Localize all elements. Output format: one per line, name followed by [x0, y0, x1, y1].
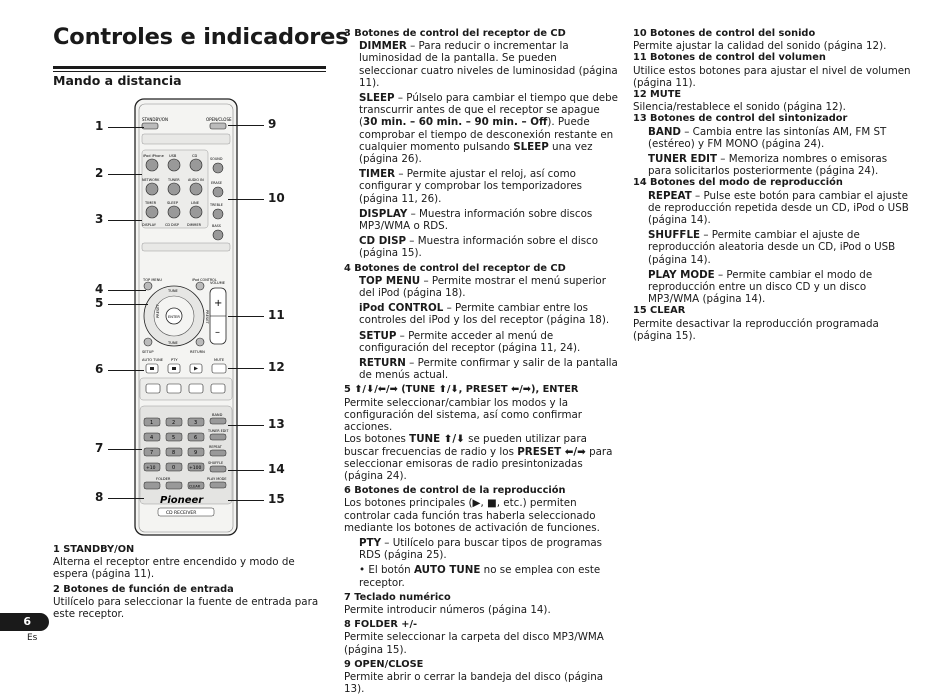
title-rule: [53, 66, 326, 69]
svg-text:BASS: BASS: [212, 224, 221, 228]
svg-text:6: 6: [194, 435, 198, 441]
svg-text:REPEAT: REPEAT: [209, 445, 222, 449]
svg-text:iPod iPhone: iPod iPhone: [143, 154, 164, 158]
section-6-text: Los botones principales (▶, ■, etc.) permiten controlar cada función tras haberla seleccionado mediante los botones de activación de funciones.: [344, 497, 600, 534]
ipodcontrol-description: iPod CONTROL – Permite cambiar entre los controles del iPod y los del receptor (página 18).: [359, 302, 610, 327]
svg-text:7: 7: [150, 450, 154, 456]
callout-15: 15: [268, 492, 285, 506]
svg-text:DISPLAY: DISPLAY: [142, 223, 156, 227]
section-14-heading: 14 Botones del modo de reproducción: [633, 177, 843, 189]
svg-text:NETWORK: NETWORK: [142, 178, 160, 182]
right-column: [633, 28, 913, 342]
svg-text:AUTO TUNE: AUTO TUNE: [142, 358, 164, 362]
openclose-button: [210, 123, 226, 129]
section-1-heading: 1 STANDBY/ON: [53, 544, 135, 555]
section-3-heading: 3 Botones de control del receptor de CD: [344, 28, 566, 39]
return-description: RETURN – Permite confirmar y salir de la pantalla de menús actual.: [359, 357, 618, 382]
section-13-heading: 13 Botones de control del sintonizador: [633, 113, 848, 125]
leader-line: [108, 174, 142, 175]
callout-10: 10: [268, 191, 285, 205]
section-8-text: Permite seleccionar la carpeta del disco MP3/WMA (página 15).: [344, 631, 604, 656]
section-12-heading: 12 MUTE: [633, 89, 682, 101]
language-code: Es: [27, 633, 38, 643]
svg-text:TUNER: TUNER: [168, 178, 180, 182]
section-9-text: Permite abrir o cerrar la bandeja del disco (página 13).: [344, 670, 604, 695]
callout-5: 5: [95, 296, 104, 310]
leader-line: [108, 498, 144, 499]
section-5-text: Permite seleccionar/cambiar los modos y la configuración del sistema, así como confirmar acciones.: [344, 396, 583, 434]
shuffle-description: SHUFFLE – Permite cambiar el ajuste de reproducción aleatoria desde un CD, iPod o USB (página 14).: [648, 229, 896, 266]
callout-12: 12: [268, 360, 285, 374]
section-1-text: Alterna el receptor entre encendido y modo de espera (página 11).: [53, 556, 295, 581]
svg-text:PTY: PTY: [171, 358, 178, 362]
repeat-description: REPEAT – Pulse este botón para cambiar el ajuste de reproducción repetida desde un CD, iPod o USB (página 14).: [648, 189, 909, 227]
svg-text:–: –: [215, 327, 220, 338]
leader-line: [228, 470, 264, 471]
callout-2: 2: [95, 166, 104, 180]
tuneredit-description: TUNER EDIT – Memoriza nombres o emisoras para solicitarlos posteriormente (página 24).: [648, 153, 888, 178]
svg-text:3: 3: [194, 420, 198, 426]
setup-description: SETUP – Permite acceder al menú de configuración del receptor (página 11, 24).: [359, 329, 581, 354]
svg-text:TOP MENU: TOP MENU: [143, 278, 163, 282]
svg-text:CD DISP: CD DISP: [165, 223, 179, 227]
section-8-heading: 8 FOLDER +/-: [344, 619, 418, 631]
page-number-badge: 6: [0, 613, 49, 631]
section-12-text: Silencia/restablece el sonido (página 12).: [633, 101, 846, 114]
section-11-text: Utilice estos botones para ajustar el nivel de volumen (página 11).: [633, 64, 911, 89]
cddisp-description: CD DISP – Muestra información sobre el disco (página 15).: [359, 235, 599, 260]
svg-text:+100: +100: [189, 466, 202, 471]
callout-14: 14: [268, 462, 285, 476]
callout-1: 1: [95, 119, 104, 133]
svg-text:SOUND: SOUND: [210, 157, 223, 161]
leader-line: [108, 290, 146, 291]
callout-8: 8: [95, 490, 104, 504]
svg-text:RETURN: RETURN: [190, 350, 205, 354]
leader-line: [108, 449, 142, 450]
svg-text:CD: CD: [192, 154, 198, 158]
svg-text:TUNE: TUNE: [168, 289, 178, 293]
svg-text:CLEAR: CLEAR: [189, 484, 201, 489]
leader-line: [228, 316, 264, 317]
leader-line: [228, 500, 264, 501]
callout-13: 13: [268, 417, 285, 431]
svg-text:TUNER EDIT: TUNER EDIT: [208, 429, 229, 433]
section-11-heading: 11 Botones de control del volumen: [633, 52, 826, 64]
svg-text:ERASE: ERASE: [211, 181, 222, 185]
svg-text:LINE: LINE: [191, 201, 200, 205]
leader-line: [108, 304, 148, 305]
section-5-text-2: Los botones TUNE ⬆/⬇ se pueden utilizar para buscar frecuencias de radio y los PRESET ⬅/➡ para seleccionar emisoras de radio presintonizadas (página 24).: [344, 433, 613, 482]
svg-text:MUTE: MUTE: [214, 358, 225, 362]
brand-logo: Pioneer: [160, 495, 204, 506]
sleep-description: SLEEP – Púlselo para cambiar el tiempo que debe transcurrir antes de que el receptor se apague (30 min. – 60 min. – 90 min. – Off). Puede comprobar el tiempo de desconexión restante en cualquier momento pulsando SLEEP una vez (página 26).: [359, 92, 618, 166]
svg-text:4: 4: [150, 435, 154, 441]
svg-text:PRESET: PRESET: [156, 304, 160, 318]
dimmer-description: DIMMER – Para reducir o incrementar la luminosidad de la pantalla. Se pueden seleccionar cuatro niveles de luminosidad (página 11).: [359, 40, 618, 89]
leader-line: [228, 425, 264, 426]
svg-text:iPod CONTROL: iPod CONTROL: [192, 278, 217, 282]
section-2-text: Utilícelo para seleccionar la fuente de entrada para este receptor.: [53, 595, 319, 621]
svg-text:FOLDER: FOLDER: [156, 477, 171, 481]
page-title: Controles e indicadores: [53, 24, 349, 50]
section-5-heading: 5 ⬆/⬇/⬅/➡ (TUNE ⬆/⬇, PRESET ⬅/➡), ENTER: [344, 384, 579, 396]
svg-text:CD RECEIVER: CD RECEIVER: [166, 511, 197, 516]
leader-line: [228, 199, 264, 200]
section-7-heading: 7 Teclado numérico: [344, 591, 451, 603]
section-subtitle: Mando a distancia: [53, 73, 182, 88]
standby-label: STANDBY/ON: [142, 117, 168, 122]
svg-text:8: 8: [172, 450, 176, 456]
openclose-label: OPEN/CLOSE: [206, 117, 232, 122]
svg-text:AUDIO IN: AUDIO IN: [188, 178, 204, 182]
callout-9: 9: [268, 117, 277, 131]
callout-6: 6: [95, 362, 104, 376]
leader-line: [108, 220, 142, 221]
pty-description: PTY – Utilícelo para buscar tipos de programas RDS (página 25).: [359, 536, 603, 562]
section-10-heading: 10 Botones de control del sonido: [633, 28, 816, 39]
section-9-heading: 9 OPEN/CLOSE: [344, 658, 424, 670]
svg-text:TIMER: TIMER: [145, 201, 157, 205]
callout-3: 3: [95, 212, 104, 226]
remote-control-illustration: [134, 98, 238, 536]
svg-text:PRESET: PRESET: [205, 310, 209, 324]
playmode-description: PLAY MODE – Permite cambiar el modo de reproducción entre un disco CD y un disco MP3/WMA (página 14).: [648, 268, 873, 306]
leader-line: [108, 370, 144, 371]
svg-text:TUNE: TUNE: [168, 341, 178, 345]
svg-text:5: 5: [172, 435, 176, 441]
svg-text:1: 1: [150, 420, 154, 426]
svg-text:2: 2: [172, 420, 176, 426]
leader-line: [228, 368, 264, 369]
section-2-heading: 2 Botones de función de entrada: [53, 583, 234, 595]
section-4-heading: 4 Botones de control del receptor de CD: [344, 262, 566, 274]
callout-4: 4: [95, 282, 104, 296]
section-10-text: Permite ajustar la calidad del sonido (página 12).: [633, 40, 887, 53]
svg-text:VOLUME: VOLUME: [210, 281, 226, 285]
autotune-note: • El botón AUTO TUNE no se emplea con este receptor.: [359, 564, 601, 589]
callout-11: 11: [268, 308, 285, 322]
section-6-heading: 6 Botones de control de la reproducción: [344, 485, 566, 497]
svg-text:+: +: [214, 298, 223, 309]
title-rule-thin: [53, 71, 326, 72]
topmenu-description: TOP MENU – Permite mostrar el menú superior del iPod (página 18).: [359, 274, 606, 300]
section-15-heading: 15 CLEAR: [633, 305, 686, 317]
svg-text:TREBLE: TREBLE: [210, 203, 223, 207]
svg-text:DIMMER: DIMMER: [187, 223, 201, 227]
svg-text:9: 9: [194, 450, 198, 456]
svg-text:ENTER: ENTER: [168, 315, 180, 319]
band-description: BAND – Cambia entre las sintonías AM, FM ST (estéreo) y FM MONO (página 24).: [648, 125, 887, 150]
leader-line: [108, 127, 144, 128]
left-column: [53, 544, 328, 620]
display-description: DISPLAY – Muestra información sobre discos MP3/WMA o RDS.: [359, 207, 593, 233]
standby-button: [142, 123, 158, 129]
middle-column: [344, 28, 618, 695]
section-15-text: Permite desactivar la reproducción programada (página 15).: [633, 317, 879, 342]
svg-text:+10: +10: [146, 466, 156, 471]
svg-text:SHUFFLE: SHUFFLE: [208, 461, 224, 465]
section-7-text: Permite introducir números (página 14).: [344, 603, 551, 616]
timer-description: TIMER – Permite ajustar el reloj, así como configurar y comprobar los temporizadores (página 11, 26).: [359, 168, 583, 205]
svg-text:PLAY MODE: PLAY MODE: [207, 477, 227, 481]
svg-text:0: 0: [172, 465, 176, 471]
svg-text:SETUP: SETUP: [142, 350, 154, 354]
callout-7: 7: [95, 441, 104, 455]
leader-line: [228, 125, 264, 126]
svg-text:SLEEP: SLEEP: [167, 201, 178, 205]
svg-text:USB: USB: [169, 154, 177, 158]
svg-text:BAND: BAND: [212, 413, 223, 417]
